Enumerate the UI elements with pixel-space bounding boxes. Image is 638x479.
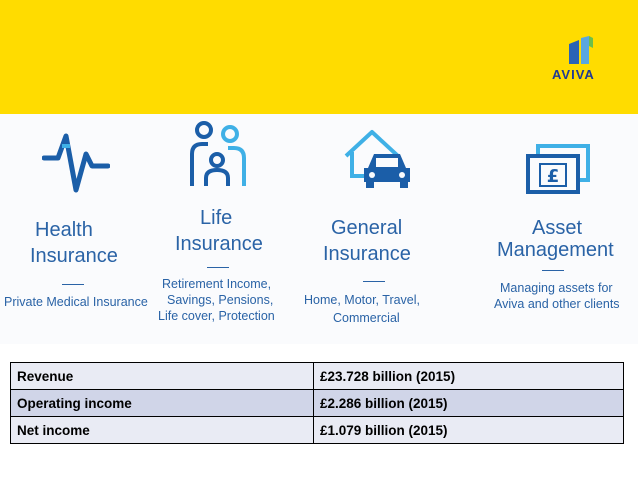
product-desc: Retirement Income, [162,277,272,291]
product-desc: Home, Motor, Travel, [304,293,421,307]
row-value: £2.286 billion (2015) [314,390,624,417]
row-value: £1.079 billion (2015) [314,417,624,444]
aviva-logo [546,34,608,84]
logo-wordmark: AVIVA [552,67,595,82]
product-desc: Life cover, Protection [158,309,275,323]
table-row [11,363,624,390]
product-strip [0,114,638,344]
product-title: Management [497,239,614,261]
table-row [11,417,624,444]
divider [363,281,385,282]
family-icon [186,120,250,190]
table-row [11,390,624,417]
svg-text:£: £ [546,166,560,187]
financials-table [10,362,624,444]
product-title: Life [200,207,233,229]
divider [62,284,84,285]
aviva-logo-icon [567,36,593,66]
header-banner [0,0,638,114]
product-desc: Aviva and other clients [494,297,620,311]
row-value: £23.728 billion (2015) [314,363,624,390]
divider [207,267,229,268]
heartbeat-icon [42,124,110,198]
product-title: General [331,217,403,239]
row-label: Net income [11,417,314,444]
product-desc: Managing assets for [500,281,613,295]
product-title: Asset [532,217,583,239]
divider [542,270,564,271]
product-desc: Commercial [333,311,400,325]
product-title: Insurance [30,245,118,267]
product-title: Insurance [175,233,263,255]
row-label: Revenue [11,363,314,390]
house-car-icon [342,126,414,190]
row-label: Operating income [11,390,314,417]
product-desc: Private Medical Insurance [4,295,148,309]
product-title: Insurance [323,243,411,265]
product-desc: Savings, Pensions, [167,293,274,307]
product-title: Health [35,219,93,241]
pound-note-icon [526,144,590,196]
